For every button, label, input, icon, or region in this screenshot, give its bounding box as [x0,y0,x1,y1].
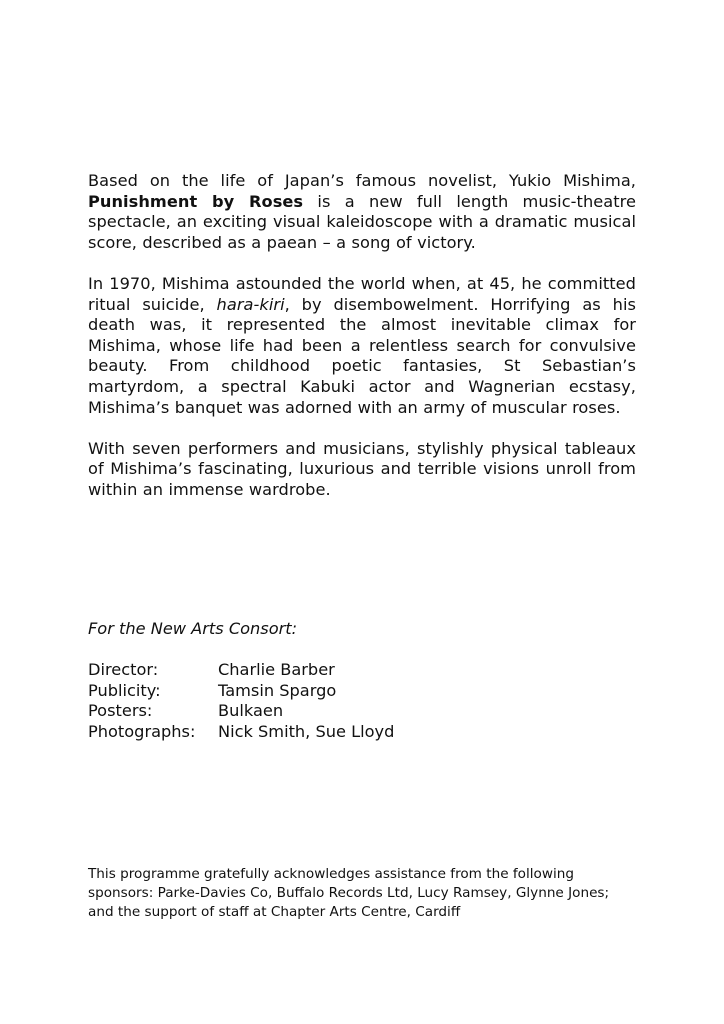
credits-section [88,619,636,743]
credit-name: Tamsin Spargo [218,680,337,700]
credit-role: Publicity: [88,680,161,700]
programme-description [88,171,636,501]
credits-heading: For the New Arts Consort: [88,619,298,638]
performance-paragraph: With seven performers and musicians, stylishly physical tableaux of Mishima’s fascinating, luxurious and terrible visions unroll from within an immense wardrobe. [88,438,636,499]
history-text-end: , by disembowelment. Horrifying as his death was, it represented the almost inevitable climax for Mishima, whose life had been a relentless search for convulsive beauty. From childhood poetic fantasies, St Sebastian’s martyrdom, a spectral Kabuki actor and Wagnerian ecstasy, Mishima’s banquet was adorned with an army of muscular roses. [88,294,636,417]
credit-row-publicity [88,681,636,702]
credit-role: Posters: [88,701,153,721]
credit-name: Nick Smith, Sue Lloyd [218,721,395,741]
credit-role: Photographs: [88,721,196,741]
history-text-start: In 1970, Mishima astounded the world when, at 45, he committed ritual suicide, [88,273,636,314]
credit-name: Charlie Barber [218,660,335,680]
intro-paragraph [88,171,636,253]
sponsor-acknowledgement: This programme gratefully acknowledges assistance from the following sponsors: Parke-Davies Co, Buffalo Records Ltd, Lucy Ramsey, Glynne Jones; and the support of staff at Chapter Arts Centre, Cardiff [88,866,610,920]
intro-text-start: Based on the life of Japan’s famous novelist, Yukio Mishima, [88,171,636,190]
hara-kiri-term: hara-kiri [216,294,285,314]
credit-name: Bulkaen [218,701,284,721]
credit-role: Director: [88,660,159,680]
credit-row-director [88,660,636,681]
credit-row-posters [88,701,636,722]
credit-row-photographs [88,722,636,743]
intro-text-end: is a new full length music-theatre spectacle, an exciting visual kaleidoscope with a dramatic musical score, described as a paean – a song of victory. [88,191,636,252]
history-paragraph [88,274,636,418]
show-title: Punishment by Roses [88,191,304,211]
